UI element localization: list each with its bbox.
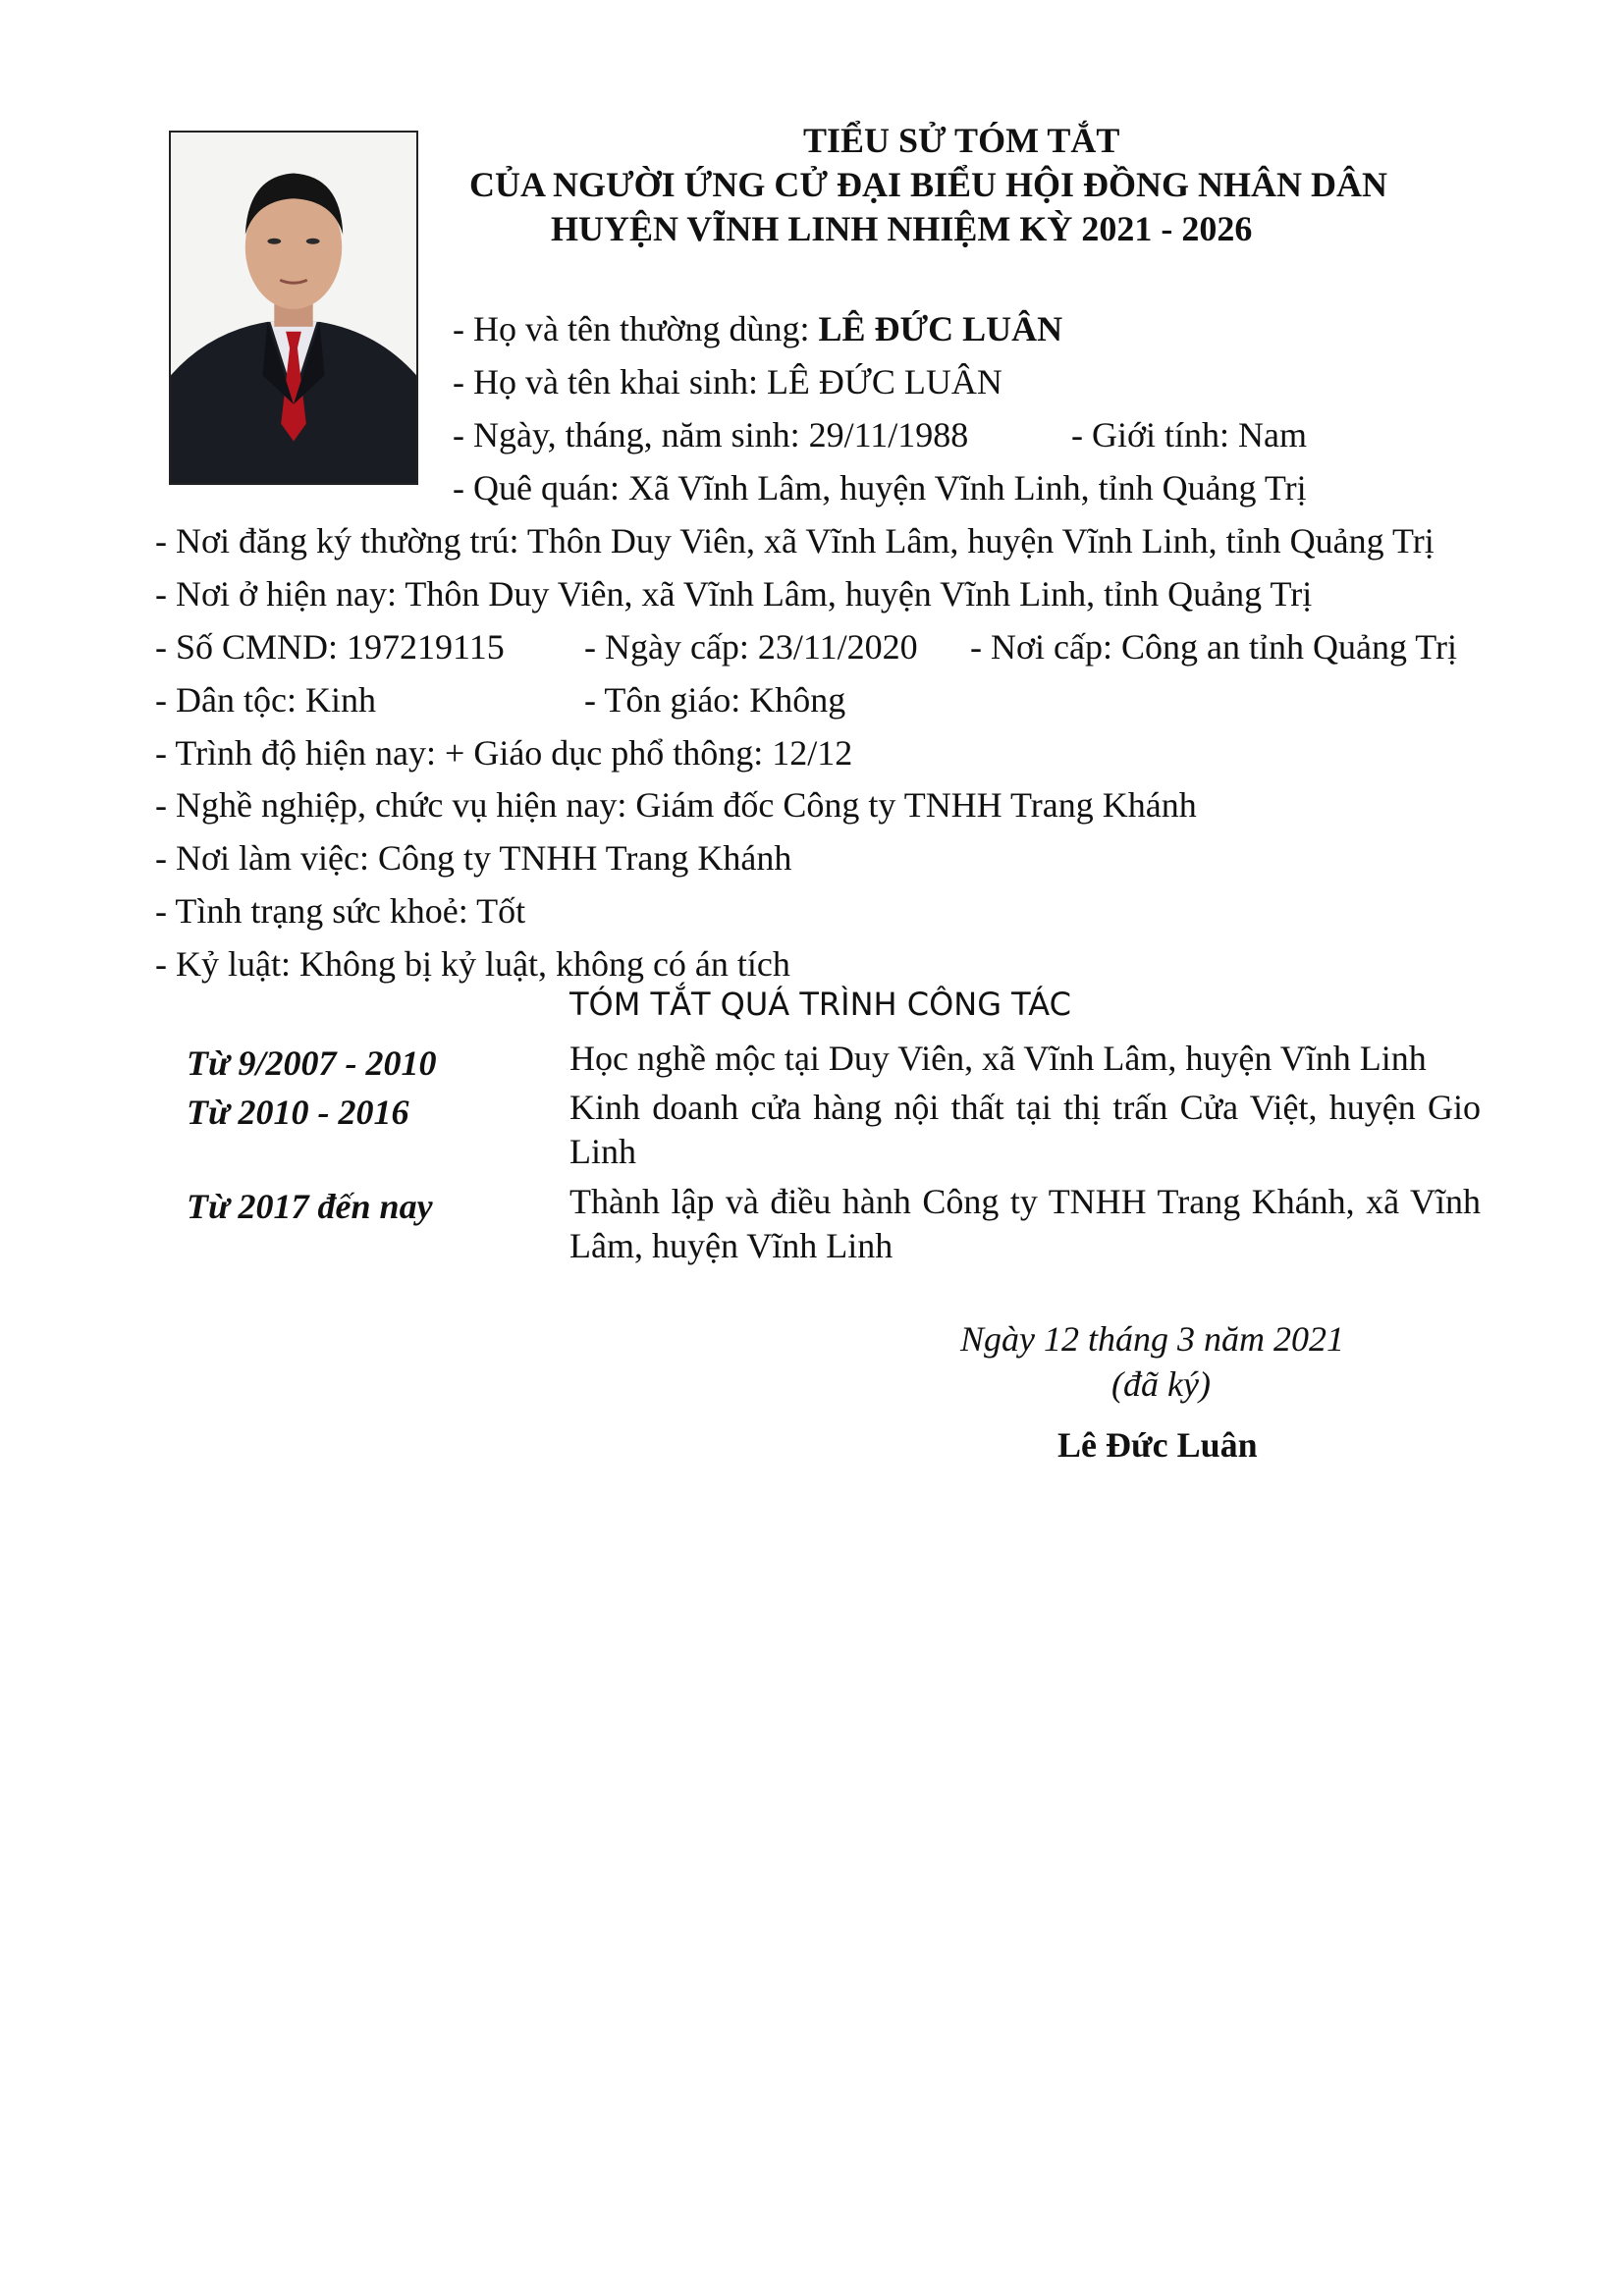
portrait-image (171, 133, 416, 483)
document-subtitle: CỦA NGƯỜI ỨNG CỬ ĐẠI BIỂU HỘI ĐỒNG NHÂN DÂN (469, 165, 1388, 204)
occupation: - Nghề nghiệp, chức vụ hiện nay: Giám đốc Công ty TNHH Trang Khánh (155, 785, 1197, 825)
ethnicity: - Dân tộc: Kinh (155, 680, 376, 720)
document-title: TIỂU SỬ TÓM TẮT (803, 121, 1120, 160)
current-address: - Nơi ở hiện nay: Thôn Duy Viên, xã Vĩnh Lâm, huyện Vĩnh Linh, tỉnh Quảng Trị (155, 574, 1313, 614)
signer-name: Lê Đức Luân (1057, 1425, 1258, 1465)
religion: - Tôn giáo: Không (584, 680, 846, 720)
id-number: - Số CMND: 197219115 (155, 627, 505, 667)
date-of-birth: - Ngày, tháng, năm sinh: 29/11/1988 (453, 415, 969, 454)
birth-name: - Họ và tên khai sinh: LÊ ĐỨC LUÂN (453, 362, 1002, 401)
health-status: - Tình trạng sức khoẻ: Tốt (155, 891, 526, 931)
id-issue-date: - Ngày cấp: 23/11/2020 (584, 627, 918, 667)
portrait-photo (169, 131, 418, 485)
document-subtitle-term: HUYỆN VĨNH LINH NHIỆM KỲ 2021 - 2026 (551, 209, 1253, 248)
discipline-record: - Kỷ luật: Không bị kỷ luật, không có án tích (155, 944, 790, 984)
common-name-value: LÊ ĐỨC LUÂN (818, 309, 1063, 348)
id-issue-place: - Nơi cấp: Công an tỉnh Quảng Trị (970, 627, 1458, 667)
signed-note: (đã ký) (1111, 1364, 1211, 1404)
education-level: - Trình độ hiện nay: + Giáo dục phổ thông: 12/12 (155, 733, 853, 773)
permanent-address: - Nơi đăng ký thường trú: Thôn Duy Viên, xã Vĩnh Lâm, huyện Vĩnh Linh, tỉnh Quảng Trị (155, 521, 1435, 561)
work-period: Từ 2017 đến nay (187, 1187, 433, 1226)
work-history-title: TÓM TẮT QUÁ TRÌNH CÔNG TÁC (569, 986, 1071, 1023)
work-period: Từ 9/2007 - 2010 (187, 1043, 437, 1083)
signature-date: Ngày 12 tháng 3 năm 2021 (960, 1319, 1344, 1359)
work-description: Học nghề mộc tại Duy Viên, xã Vĩnh Lâm, huyện Vĩnh Linh (569, 1039, 1427, 1078)
hometown: - Quê quán: Xã Vĩnh Lâm, huyện Vĩnh Linh, tỉnh Quảng Trị (453, 468, 1307, 507)
work-description: Thành lập và điều hành Công ty TNHH Trang Khánh, xã Vĩnh Lâm, huyện Vĩnh Linh (569, 1182, 1481, 1265)
common-name-label: - Họ và tên thường dùng: (453, 309, 819, 348)
work-period: Từ 2010 - 2016 (187, 1093, 409, 1132)
work-description: Kinh doanh cửa hàng nội thất tại thị trấn Cửa Việt, huyện Gio Linh (569, 1088, 1481, 1171)
gender: - Giới tính: Nam (1071, 415, 1308, 454)
workplace: - Nơi làm việc: Công ty TNHH Trang Khánh (155, 838, 792, 878)
common-name-row (453, 311, 1062, 347)
